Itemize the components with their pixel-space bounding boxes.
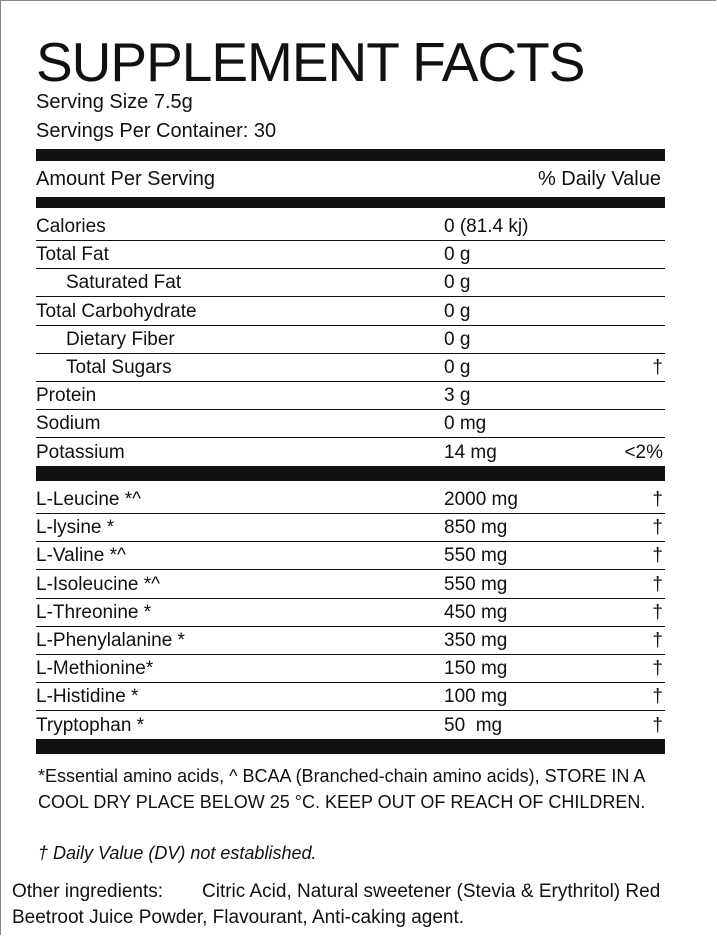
row-name: L-lysine * <box>36 517 115 539</box>
row-daily-value: † <box>652 630 663 651</box>
row-daily-value: † <box>652 489 663 510</box>
row-daily-value: † <box>652 545 663 567</box>
row-daily-value: † <box>652 357 663 378</box>
row-amount: 14 mg <box>444 441 497 463</box>
amino-acid-row <box>36 542 665 570</box>
row-amount: 0 g <box>444 328 471 350</box>
nutrient-row <box>36 382 665 410</box>
row-daily-value: † <box>652 573 663 595</box>
row-name: Dietary Fiber <box>66 328 175 350</box>
nutrient-row <box>36 241 665 269</box>
row-name: Tryptophan * <box>36 714 145 736</box>
row-daily-value: † <box>652 517 663 539</box>
row-amount: 50 mg <box>444 714 503 736</box>
row-name: L-Methionine* <box>36 658 154 680</box>
row-name: L-Threonine * <box>36 601 152 623</box>
row-amount: 3 g <box>444 385 471 407</box>
row-name: Saturated Fat <box>66 272 182 294</box>
row-name: L-Isoleucine *^ <box>36 573 161 595</box>
row-amount: 450 mg <box>444 601 508 623</box>
divider-bar <box>36 467 665 481</box>
row-name: L-Leucine *^ <box>36 489 142 510</box>
row-amount: 0 g <box>444 272 471 294</box>
amino-acid-row <box>36 627 665 655</box>
row-amount: 850 mg <box>444 517 508 539</box>
row-amount: 550 mg <box>444 573 508 595</box>
row-daily-value: † <box>652 714 663 736</box>
row-name: Calories <box>36 216 106 237</box>
nutrient-row <box>36 354 665 382</box>
servings-per-container: Servings Per Container: 30 <box>36 120 277 142</box>
row-amount: 100 mg <box>444 686 508 708</box>
row-amount: 150 mg <box>444 658 508 680</box>
amino-acid-row <box>36 712 665 740</box>
nutrient-row <box>36 410 665 438</box>
nutrient-row <box>36 326 665 354</box>
nutrient-row <box>36 269 665 297</box>
nutrient-row <box>36 439 665 467</box>
row-amount: 0 g <box>444 300 471 322</box>
amount-per-serving-header: Amount Per Serving <box>36 168 215 190</box>
row-daily-value: † <box>652 658 663 680</box>
row-name: Total Sugars <box>66 357 172 378</box>
amino-acid-row <box>36 599 665 627</box>
row-name: Protein <box>36 385 97 407</box>
row-name: Total Carbohydrate <box>36 300 197 322</box>
amino-acid-row <box>36 571 665 599</box>
row-amount: 0 g <box>444 357 471 378</box>
daily-value-header: % Daily Value <box>537 168 661 190</box>
other-ingredients-text: Citric Acid, Natural sweetener (Stevia & Erythritol) Red Beetroot Juice Powder, Flavourant, Anti-caking agent. <box>12 881 661 928</box>
row-amount: 350 mg <box>444 630 508 651</box>
daily-value-note: † Daily Value (DV) not established. <box>38 843 317 863</box>
row-name: Total Fat <box>36 244 109 266</box>
other-ingredients <box>12 879 712 931</box>
column-header <box>36 166 665 192</box>
row-daily-value: † <box>652 601 663 623</box>
row-daily-value: † <box>652 686 663 708</box>
row-amount: 550 mg <box>444 545 508 567</box>
row-amount: 0 (81.4 kj) <box>444 216 529 237</box>
row-name: L-Phenylalanine * <box>36 630 185 651</box>
divider-bar <box>36 197 665 208</box>
nutrient-row <box>36 213 665 241</box>
divider-bar <box>36 149 665 161</box>
row-name: L-Valine *^ <box>36 545 126 567</box>
amino-acid-row <box>36 514 665 542</box>
footnote: *Essential amino acids, ^ BCAA (Branched-chain amino acids), STORE IN A COOL DRY PLACE BELOW 25 °C. KEEP OUT OF REACH OF CHILDREN. <box>38 766 646 812</box>
row-amount: 2000 mg <box>444 489 518 510</box>
row-amount: 0 g <box>444 244 471 266</box>
amino-acid-row <box>36 486 665 514</box>
row-daily-value: <2% <box>624 441 663 463</box>
row-name: L-Histidine * <box>36 686 139 708</box>
divider-bar <box>36 740 665 754</box>
row-name: Sodium <box>36 413 101 435</box>
amino-acid-row <box>36 655 665 683</box>
label-title: SUPPLEMENT FACTS <box>36 31 585 93</box>
row-name: Potassium <box>36 441 125 463</box>
other-ingredients-label: Other ingredients: <box>12 881 164 902</box>
amino-acid-row <box>36 683 665 711</box>
serving-size: Serving Size 7.5g <box>36 91 193 113</box>
nutrient-row <box>36 298 665 326</box>
row-amount: 0 mg <box>444 413 487 435</box>
